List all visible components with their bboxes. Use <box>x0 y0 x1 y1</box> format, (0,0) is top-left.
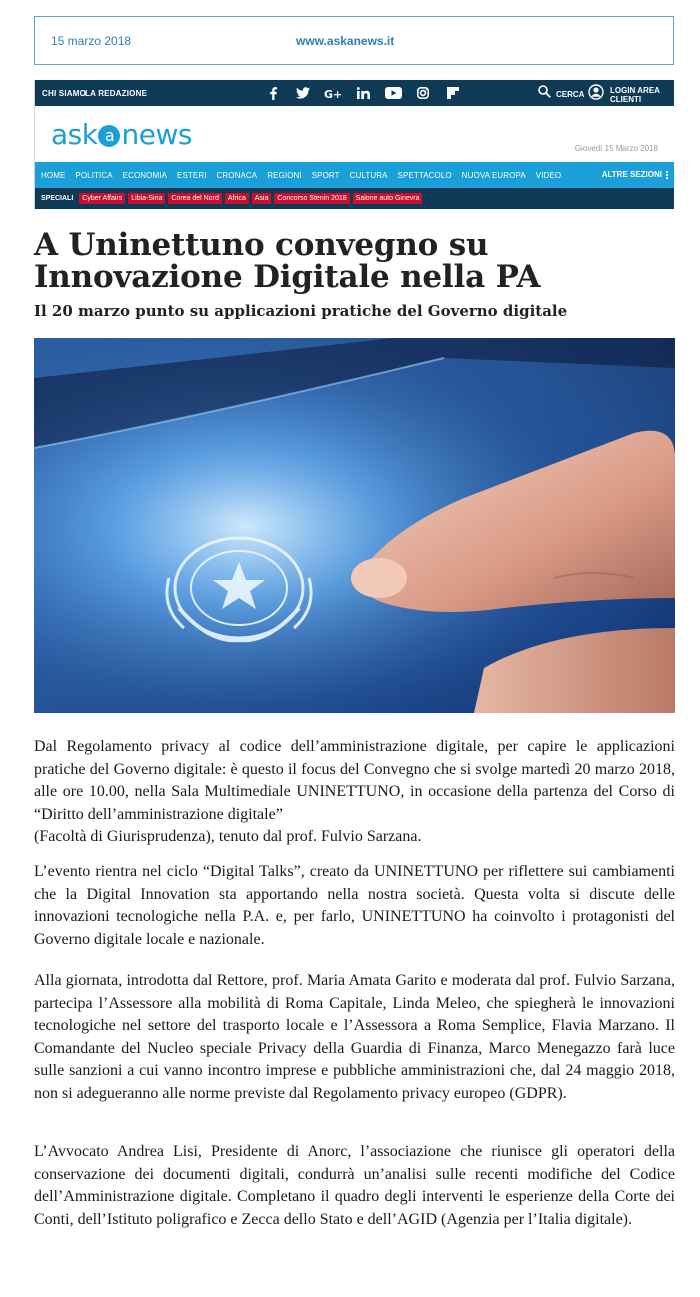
specials-bar <box>35 188 674 209</box>
askanews-logo[interactable]: ask a news <box>51 118 192 151</box>
facebook-icon[interactable] <box>258 85 288 101</box>
paragraph-1-text: Dal Regolamento privacy al codice dell’amministrazione digitale, per capire le applicazioni pratiche del Governo digitale: è questo il focus del Convegno che si svolge martedì 20 marzo 2018, alle ore 10.00, nella Sala Multimediale UNINETTUNO, in occasione della partenza del Corso di “Diritto dell’amministrazione digitale” <box>34 738 675 823</box>
svg-text:G+: G+ <box>324 87 342 99</box>
main-nav <box>35 162 674 188</box>
header-date: Giovedì 15 Marzo 2018 <box>574 144 658 153</box>
twitter-icon[interactable] <box>288 85 318 101</box>
linkedin-icon[interactable] <box>348 85 378 101</box>
altre-sezioni-menu[interactable]: ALTRE SEZIONI <box>602 170 668 179</box>
instagram-icon[interactable] <box>408 85 438 101</box>
nav-item-cronaca[interactable]: CRONACA <box>216 170 258 180</box>
search-control[interactable] <box>538 85 584 103</box>
chi-siamo-link[interactable]: CHI SIAMO <box>42 89 87 98</box>
search-label: CERCA <box>556 89 585 99</box>
special-tag-asia[interactable]: Asia <box>252 193 272 204</box>
headline-line-1: A Uninettuno convegno su <box>34 227 489 263</box>
nav-item-politica[interactable]: POLITICA <box>75 170 113 180</box>
nav-item-economia[interactable]: ECONOMIA <box>122 170 168 180</box>
la-redazione-link[interactable]: LA REDAZIONE <box>85 89 148 98</box>
top-utility-bar <box>35 80 674 106</box>
source-header <box>34 16 674 65</box>
logo-area <box>35 106 674 162</box>
social-links <box>258 85 468 101</box>
login-label: LOGIN AREA CLIENTI <box>610 85 660 104</box>
google-plus-icon[interactable] <box>318 85 348 101</box>
nav-item-sport[interactable]: SPORT <box>311 170 340 180</box>
specials-label: SPECIALI <box>41 195 74 202</box>
special-tag-concorso-stenin[interactable]: Concorso Stenin 2018 <box>274 193 349 204</box>
special-tag-salone-auto[interactable]: Salone auto Ginevra <box>353 193 423 204</box>
special-tag-corea-del-nord[interactable]: Corea del Nord <box>168 193 221 204</box>
login-control[interactable] <box>588 84 674 105</box>
article-subhead: Il 20 marzo punto su applicazioni pratiche del Governo digitale <box>34 302 568 320</box>
nav-item-home[interactable]: HOME <box>41 170 66 180</box>
special-tag-cyber-affairs[interactable]: Cyber Affairs <box>79 193 125 204</box>
nav-item-nuova-europa[interactable]: NUOVA EUROPA <box>461 170 526 180</box>
site-header <box>34 80 673 209</box>
nav-item-esteri[interactable]: ESTERI <box>177 170 207 180</box>
article-headline <box>34 229 674 293</box>
nav-item-regioni[interactable]: REGIONI <box>267 170 302 180</box>
hero-image <box>34 338 675 713</box>
search-icon <box>538 85 551 103</box>
special-tag-libia-siria[interactable]: Libia-Siria <box>128 193 165 204</box>
article-paragraph-2: L’evento rientra nel ciclo “Digital Talks”, creato da UNINETTUNO per riflettere sui cambiamenti che la Digital Innovation sta apportando nella nostra società. Questa volta si discute delle innovazioni tecnologiche nella P.A. e, per farlo, UNINETTUNO ha coinvolto i protagonisti del Governo digitale locale e nazionale. <box>34 863 675 948</box>
article-paragraph-1 <box>34 736 675 849</box>
user-icon <box>588 84 604 105</box>
nav-item-spettacolo[interactable]: SPETTACOLO <box>397 170 452 180</box>
tablet-touch-illustration <box>34 338 675 713</box>
headline-line-2: Innovazione Digitale nella PA <box>34 259 541 295</box>
nav-item-video[interactable]: VIDEO <box>535 170 562 180</box>
source-url-link[interactable]: www.askanews.it <box>296 34 395 48</box>
flipboard-icon[interactable] <box>438 85 468 101</box>
youtube-icon[interactable] <box>378 85 408 101</box>
more-vertical-icon <box>666 171 668 179</box>
source-date: 15 marzo 2018 <box>51 34 132 48</box>
article-paragraph-4: L’Avvocato Andrea Lisi, Presidente di Anorc, l’associazione che riunisce gli operatori della conservazione dei documenti digitali, condurrà un’analisi sulle recenti modifiche del Codice dell’Amministrazione digitale. Completano il quadro degli interventi le esperienze della Corte dei Conti, dell’Istituto poligrafico e Zecca dello Stato e dell’AGID (Agenzia per l’Italia digitale). <box>34 1143 675 1228</box>
paragraph-1-continuation: (Facoltà di Giurisprudenza), tenuto dal prof. Fulvio Sarzana. <box>34 828 422 845</box>
nav-item-cultura[interactable]: CULTURA <box>349 170 388 180</box>
article-paragraph-3: Alla giornata, introdotta dal Rettore, prof. Maria Amata Garito e moderata dal prof. Fulvio Sarzana, partecipa l’Assessore alla mobilità di Roma Capitale, Linda Meleo, che spiegherà le innovazioni tecnologiche nel settore del trasporto locale e l’Assessora a Roma Semplice, Flavia Marzano. Il Comandante del Nucleo speciale Privacy della Guardia di Finanza, Marco Menegazzo farà luce sulle sanzioni a cui vanno incontro imprese e pubbliche amministrazioni che, dal 24 maggio 2018, non si adegueranno alle norme previste dal Regolamento privacy europeo (GDPR). <box>34 972 675 1102</box>
special-tag-africa[interactable]: Africa <box>225 193 249 204</box>
